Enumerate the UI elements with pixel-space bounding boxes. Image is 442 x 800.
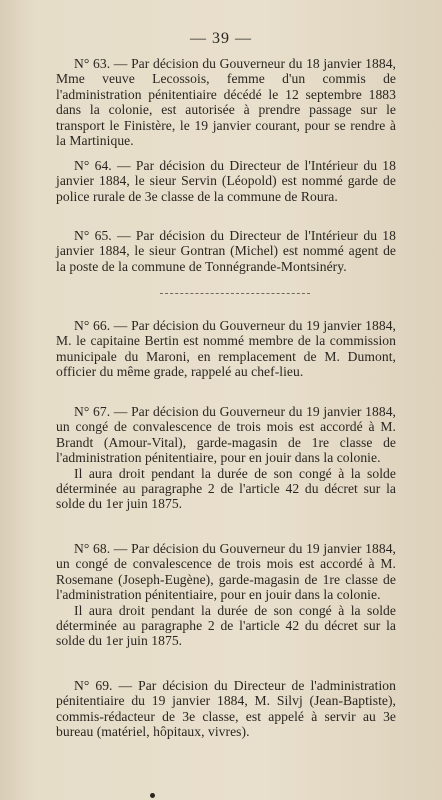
entry-69 [56,678,396,740]
entry-68-text: N° 68. — Par décision du Gouverneur du 19 janvier 1884, un congé de convalescence de trois mois est accordé à M. Rosemane (Joseph-Eugène), garde-magasin de 1re classe de l'administration pénitentiaire, pour en jouir dans la colonie. [56,541,396,603]
entry-67-note: Il aura droit pendant la durée de son congé à la solde déterminée au paragraphe 2 de l'article 42 du décret sur la solde du 1er juin 1875. [56,465,396,512]
entry-68-note: Il aura droit pendant la durée de son congé à la solde déterminée au paragraphe 2 de l'article 42 du décret sur la solde du 1er juin 1875. [56,602,396,649]
ink-dot [150,793,155,798]
entry-64 [56,158,396,204]
entry-69-text: N° 69. — Par décision du Directeur de l'administration pénitentiaire du 19 janvier 1884, M. Silvj (Jean-Baptiste), commis-rédacteur de 3e classe, est appelé à servir au 3e bureau (matériel, hôpitaux, vivres). [56,678,396,740]
entry-67 [56,404,396,512]
entry-63-text: N° 63. — Par décision du Gouverneur du 18 janvier 1884, Mme veuve Lecossois, femme d'un commis de l'administration pénitentiaire décédé le 12 septembre 1883 dans la colonie, est autorisée à prendre passage sur le transport le Finistère, le 19 janvier courant, pour se rendre à la Martinique. [56,56,396,149]
entry-63 [56,56,396,148]
entry-68 [56,541,396,649]
entry-66-text: N° 66. — Par décision du Gouverneur du 19 janvier 1884, M. le capitaine Bertin est nommé membre de la commission municipale du Maroni, en remplacement de M. Dumont, officier du même grade, rappelé au chef-lieu. [56,318,396,380]
section-separator [160,293,310,294]
page-number: — 39 — [190,30,252,47]
entry-65-text: N° 65. — Par décision du Directeur de l'Intérieur du 18 janvier 1884, le sieur Gontran (Michel) est nommé agent de la poste de la commune de Tonnégrande-Montsinéry. [56,228,396,274]
entry-64-text: N° 64. — Par décision du Directeur de l'Intérieur du 18 janvier 1884, le sieur Servin (Léopold) est nommé garde de police rurale de 3e classe de la commune de Roura. [56,158,396,204]
entry-66 [56,318,396,380]
entry-67-text: N° 67. — Par décision du Gouverneur du 19 janvier 1884, un congé de convalescence de trois mois est accordé à M. Brandt (Amour-Vital), garde-magasin de 1re classe de l'administration pénitentiaire, pour en jouir dans la colonie. [56,404,396,466]
entry-65 [56,228,396,274]
